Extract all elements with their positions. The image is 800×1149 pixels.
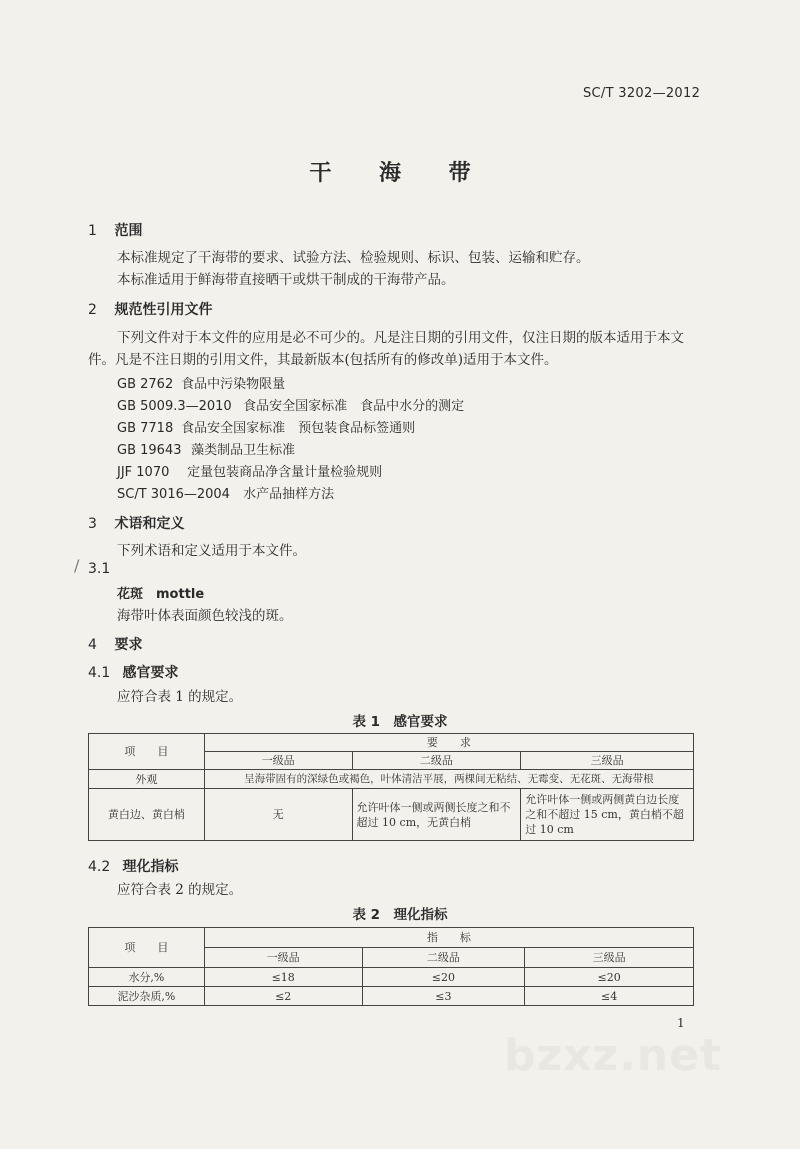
section-number: 1 xyxy=(88,223,97,239)
row-label: 水分,% xyxy=(89,968,205,987)
row-label: 黄白边、黄白梢 xyxy=(89,789,205,841)
scan-mark-decoration: / xyxy=(74,556,80,575)
section-2-heading xyxy=(88,299,212,319)
watermark: bzxz.net xyxy=(503,1030,722,1081)
reference-item xyxy=(117,439,295,458)
table-header-requirement: 要 求 xyxy=(204,734,693,752)
table-row xyxy=(89,968,694,987)
paragraph: 本标准适用于鲜海带直接晒干或烘干制成的干海带产品。 xyxy=(117,272,455,288)
reference-code: GB 19643 xyxy=(117,443,182,458)
table-2-caption: 表 2 理化指标 xyxy=(352,907,448,923)
table-2 xyxy=(88,927,694,1006)
reference-code: GB 5009.3—2010 xyxy=(117,399,232,414)
table-header-index: 指 标 xyxy=(204,928,693,948)
table-header-grade: 二级品 xyxy=(352,752,521,770)
reference-title: 食品安全国家标准 食品中水分的测定 xyxy=(243,399,465,414)
reference-title: 食品安全国家标准 预包装食品标签通则 xyxy=(181,421,416,436)
table-cell: 无 xyxy=(204,789,352,841)
subsection-number: 4.2 xyxy=(88,859,111,875)
reference-item xyxy=(117,395,464,414)
standard-code: SC/T 3202—2012 xyxy=(583,86,701,101)
section-title: 规范性引用文件 xyxy=(114,302,213,318)
reference-code: GB 7718 xyxy=(117,421,174,436)
table-header-grade: 三级品 xyxy=(521,752,694,770)
reference-item xyxy=(117,461,382,480)
section-title: 范围 xyxy=(114,223,143,239)
section-3-heading xyxy=(88,513,184,533)
subsection-4-2-heading xyxy=(88,856,178,876)
reference-item xyxy=(117,483,334,502)
section-number: 4 xyxy=(88,637,97,653)
reference-title: 水产品抽样方法 xyxy=(243,487,335,502)
table-header-grade: 一级品 xyxy=(204,948,362,968)
table-row xyxy=(89,987,694,1006)
table-cell: 允许叶体一侧或两侧黄白边长度之和不超过 15 cm，黄白梢不超过 10 cm xyxy=(521,789,694,841)
subsection-number: 4.1 xyxy=(88,665,111,681)
page-number: 1 xyxy=(677,1016,685,1030)
row-label: 外观 xyxy=(89,770,205,789)
term: 花斑 mottle xyxy=(117,587,205,602)
table-header-item: 项 目 xyxy=(89,928,205,968)
table-row xyxy=(89,770,694,789)
section-title: 要求 xyxy=(114,637,143,653)
table-header-grade: 二级品 xyxy=(362,948,525,968)
reference-item xyxy=(117,373,285,392)
reference-code: JJF 1070 xyxy=(117,465,170,480)
paragraph: 应符合表 1 的规定。 xyxy=(117,689,243,705)
table-1-caption: 表 1 感官要求 xyxy=(352,714,448,730)
subsection-title: 感官要求 xyxy=(122,665,179,681)
section-number: 2 xyxy=(88,302,97,318)
paragraph: 下列文件对于本文件的应用是必不可少的。凡是注日期的引用文件，仅注日期的版本适用于本文 xyxy=(117,330,684,346)
paragraph: 本标准规定了干海带的要求、试验方法、检验规则、标识、包装、运输和贮存。 xyxy=(117,250,590,266)
section-1-heading xyxy=(88,220,142,240)
reference-title: 食品中污染物限量 xyxy=(181,377,286,392)
document-title: 干 海 带 xyxy=(309,161,491,186)
table-header-item: 项 目 xyxy=(89,734,205,770)
table-cell: ≤20 xyxy=(362,968,525,987)
table-cell: 允许叶体一侧或两侧长度之和不超过 10 cm，无黄白梢 xyxy=(352,789,521,841)
table-cell: 呈海带固有的深绿色或褐色，叶体清洁平展，两棵间无粘结、无霉变、无花斑、无海带根 xyxy=(204,770,693,789)
term-definition: 海带叶体表面颜色较浅的斑。 xyxy=(117,608,293,624)
table-cell: ≤2 xyxy=(204,987,362,1006)
subsection-4-1-heading xyxy=(88,662,178,682)
table-1 xyxy=(88,733,694,841)
table-row xyxy=(89,789,694,841)
table-cell: ≤3 xyxy=(362,987,525,1006)
table-header-grade: 三级品 xyxy=(525,948,694,968)
table-header-grade: 一级品 xyxy=(204,752,352,770)
section-number: 3 xyxy=(88,516,97,532)
paragraph: 件。凡是不注日期的引用文件，其最新版本(包括所有的修改单)适用于本文件。 xyxy=(88,352,558,368)
reference-title: 定量包装商品净含量计量检验规则 xyxy=(187,465,383,480)
reference-item xyxy=(117,417,415,436)
reference-code: GB 2762 xyxy=(117,377,174,392)
subsection-title: 理化指标 xyxy=(122,859,179,875)
reference-code: SC/T 3016—2004 xyxy=(117,487,230,502)
reference-title: 藻类制品卫生标准 xyxy=(191,443,296,458)
table-cell: ≤18 xyxy=(204,968,362,987)
row-label: 泥沙杂质,% xyxy=(89,987,205,1006)
table-cell: ≤4 xyxy=(525,987,694,1006)
section-title: 术语和定义 xyxy=(114,516,185,532)
table-cell: ≤20 xyxy=(525,968,694,987)
paragraph: 应符合表 2 的规定。 xyxy=(117,882,243,898)
paragraph: 下列术语和定义适用于本文件。 xyxy=(117,543,306,559)
subsection-number: 3.1 xyxy=(88,561,111,577)
section-4-heading xyxy=(88,634,142,654)
